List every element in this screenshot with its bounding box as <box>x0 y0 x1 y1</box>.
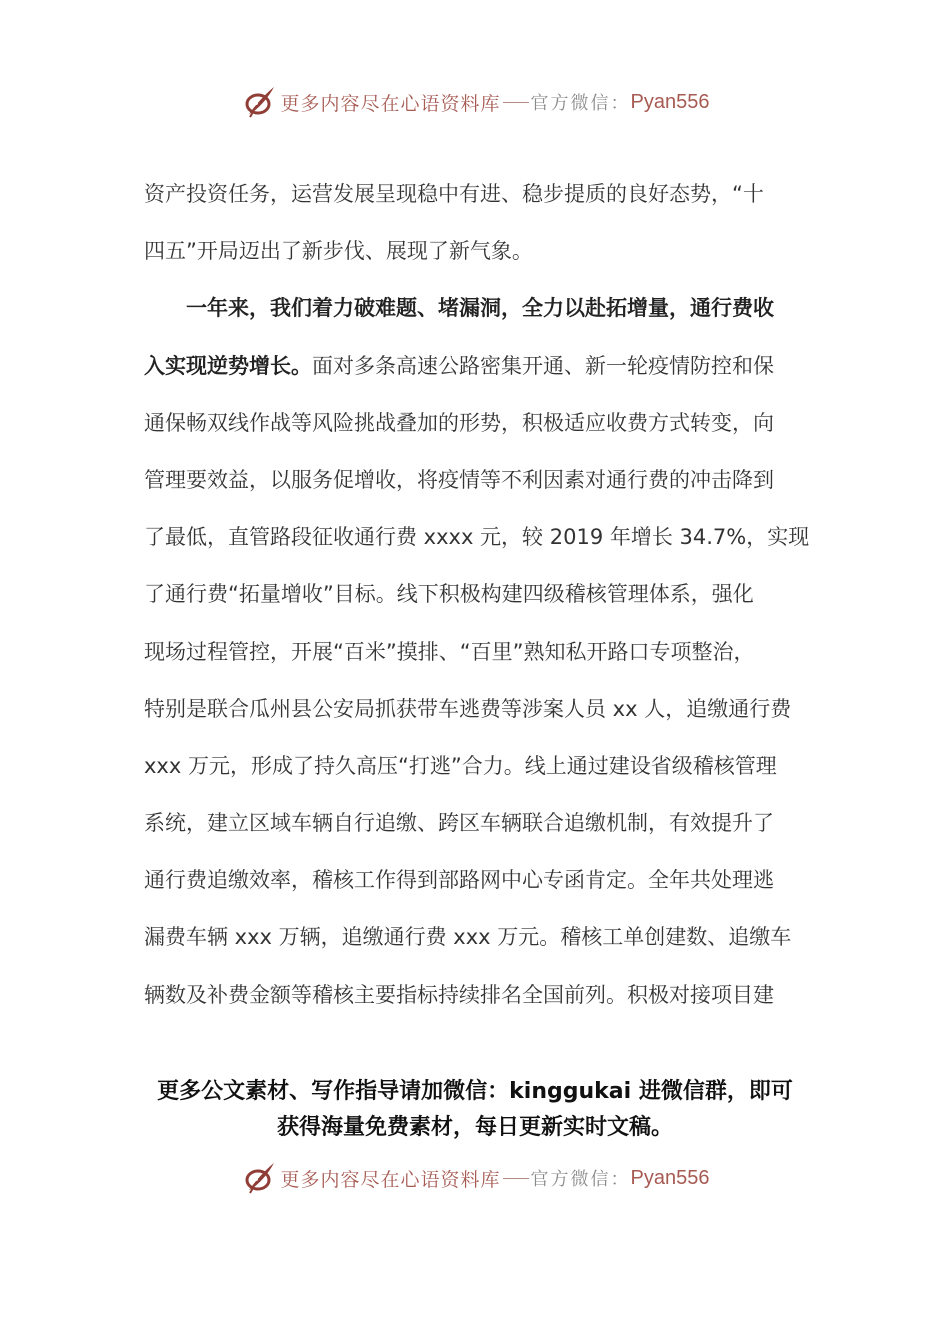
body-line: 四五”开局迈出了新步伐、展现了新气象。 <box>144 239 533 264</box>
promo-line-2: 获得海量免费素材，每日更新实时文稿。 <box>276 1115 673 1140</box>
body-line: 了最低，直管路段征收通行费 xxxx 元，较 2019 年增长 34.7%，实现 <box>144 525 810 550</box>
quill-logo-icon <box>241 1160 277 1196</box>
body-line-rest: 面对多条高速公路密集开通、新一轮疫情防控和保 <box>312 353 774 378</box>
heading-tail: 入实现逆势增长。 <box>144 353 312 378</box>
wechat-label: 官方微信： <box>530 1169 631 1190</box>
body-line: 通行费追缴效率，稽核工作得到部路网中心专函肯定。全年共处理逃 <box>144 868 774 893</box>
wechat-label: 官方微信： <box>530 93 631 114</box>
body-line: 辆数及补费金额等稽核主要指标持续排名全国前列。积极对接项目建 <box>144 982 774 1007</box>
brand-name: 更多内容尽在心语资料库 <box>280 1168 501 1191</box>
brand-separator <box>503 1178 529 1179</box>
body-line: 现场过程管控，开展“百米”摸排、“百里”熟知私开路口专项整治， <box>144 639 755 664</box>
body-line: 系统，建立区域车辆自行追缴、跨区车辆联合追缴机制，有效提升了 <box>144 811 774 836</box>
wechat-id: Pyan556 <box>630 90 710 113</box>
quill-logo-icon <box>241 84 277 120</box>
body-line: 了通行费“拓量增收”目标。线下积极构建四级稽核管理体系，强化 <box>144 582 754 607</box>
body-line: 漏费车辆 xxx 万辆，追缴通行费 xxx 万元。稽核工单创建数、追缴车 <box>144 925 792 950</box>
body-line: 特别是联合瓜州县公安局抓获带车逃费等涉案人员 xx 人，追缴通行费 <box>144 696 792 721</box>
footer-watermark <box>0 1156 950 1200</box>
document-body <box>144 166 809 1024</box>
body-line-heading: 一年来，我们着力破难题、堵漏洞，全力以赴拓增量，通行费收 <box>186 296 774 321</box>
promo-notice <box>0 1074 950 1146</box>
body-line: xxx 万元，形成了持久高压“打逃”合力。线上通过建设省级稽核管理 <box>144 753 777 778</box>
promo-line-1: 更多公文素材、写作指导请加微信：kinggukai 进微信群，即可 <box>157 1079 793 1104</box>
body-line: 管理要效益，以服务促增收，将疫情等不利因素对通行费的冲击降到 <box>144 467 774 492</box>
header-watermark <box>0 80 950 124</box>
body-line-mixed <box>144 338 809 395</box>
brand-separator <box>503 102 529 103</box>
wechat-id: Pyan556 <box>630 1166 710 1189</box>
brand-name: 更多内容尽在心语资料库 <box>280 92 501 115</box>
body-line: 资产投资任务，运营发展呈现稳中有进、稳步提质的良好态势，“十 <box>144 182 764 206</box>
body-line: 通保畅双线作战等风险挑战叠加的形势，积极适应收费方式转变，向 <box>144 410 774 435</box>
